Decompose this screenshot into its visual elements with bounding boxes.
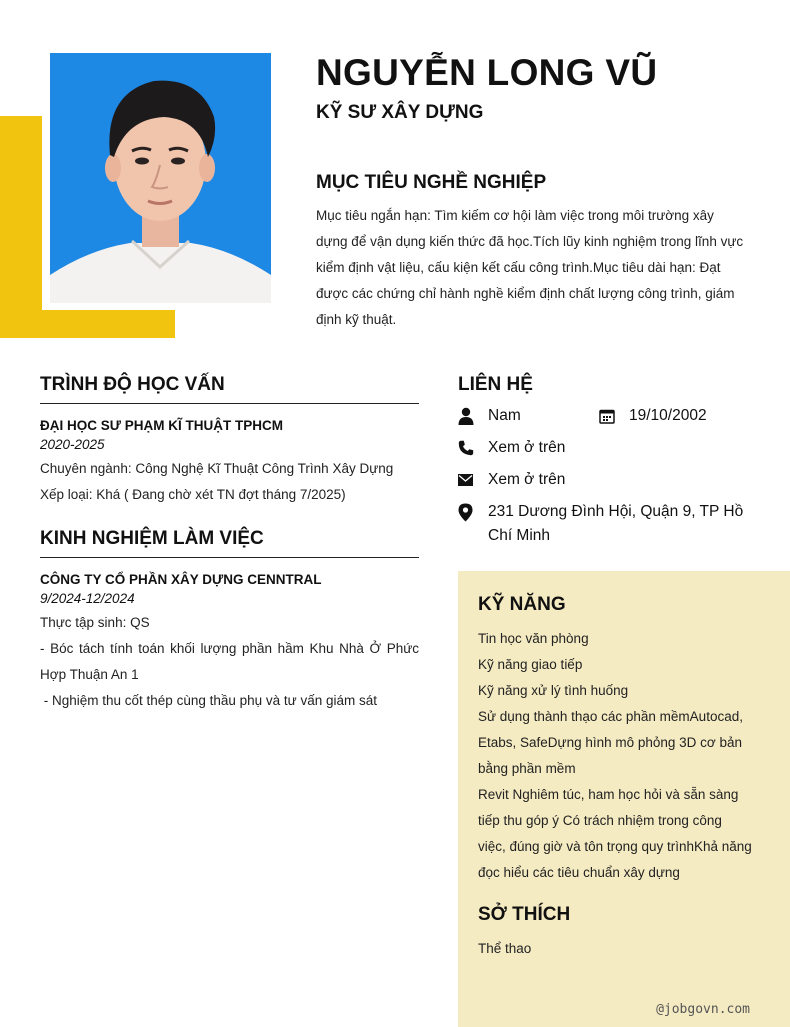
left-column <box>40 374 419 714</box>
skill-item: Kỹ năng giao tiếp <box>478 657 583 672</box>
contact-phone <box>458 436 565 460</box>
address-value: 231 Dương Đình Hội, Quận 9, TP Hồ Chí Minh <box>488 503 744 544</box>
experience-task: - Nghiệm thu cốt thép cùng thầu phụ và tư vấn giám sát <box>40 693 377 708</box>
person-icon <box>458 404 488 428</box>
experience-position: Thực tập sinh: QS <box>40 615 150 630</box>
contact-gender <box>458 404 521 428</box>
calendar-icon <box>599 404 629 428</box>
phone-value: Xem ở trên <box>488 439 566 456</box>
experience-task: - Bóc tách tính toán khối lượng phần hầm Khu Nhà Ở Phức Hợp Thuận An 1 <box>40 641 419 682</box>
hobbies-heading: SỞ THÍCH <box>478 904 571 925</box>
education-major: Chuyên ngành: Công Nghệ Kĩ Thuật Công Trình Xây Dựng <box>40 461 394 476</box>
education-grade: Xếp loại: Khá ( Đang chờ xét TN đợt tháng 7/2025) <box>40 487 346 502</box>
hobby-item: Thể thao <box>478 941 532 956</box>
profile-photo <box>50 53 271 303</box>
skill-item: Revit Nghiêm túc, ham học hỏi và sẵn sàng tiếp thu góp ý Có trách nhiệm trong công việc, đúng giờ và tôn trọng quy trìnhKhả năng đọc hiểu các tiêu chuẩn xây dựng <box>478 787 752 880</box>
contact-birthday <box>599 404 707 428</box>
experience-heading: KINH NGHIỆM LÀM VIỆC <box>40 528 419 558</box>
contact-email <box>458 468 565 492</box>
contact-address <box>458 500 758 548</box>
accent-bar-horizontal <box>0 310 175 338</box>
skills-heading: KỸ NĂNG <box>478 594 566 615</box>
email-value: Xem ở trên <box>488 471 566 488</box>
map-pin-icon <box>458 500 488 524</box>
education-heading: TRÌNH ĐỘ HỌC VẤN <box>40 374 419 404</box>
school-name: ĐẠI HỌC SƯ PHẠM KĨ THUẬT TPHCM <box>40 418 283 433</box>
skill-item: Tin học văn phòng <box>478 631 589 646</box>
candidate-name: NGUYỄN LONG VŨ <box>316 52 658 93</box>
accent-bar-vertical <box>0 116 42 338</box>
source-watermark: @jobgovn.com <box>656 1002 750 1017</box>
envelope-icon <box>458 468 488 492</box>
objective-heading: MỤC TIÊU NGHỀ NGHIỆP <box>316 172 547 193</box>
objective-text: Mục tiêu ngắn hạn: Tìm kiếm cơ hội làm việc trong môi trường xây dựng để vận dụng kiến thức đã học.Tích lũy kinh nghiệm trong lĩnh vực kiểm định vật liệu, cấu kiện kết cấu công trình.Mục tiêu dài hạn: Đạt được các chứng chỉ hành nghề kiểm định chất lượng công trình, giám định kỹ thuật. <box>316 208 744 327</box>
skills-panel <box>458 571 790 1027</box>
skill-item: Kỹ năng xử lý tình huống <box>478 683 629 698</box>
contact-heading: LIÊN HỆ <box>458 374 533 395</box>
skill-item: Sử dụng thành thạo các phần mềmAutocad, Etabs, SafeDựng hình mô phỏng 3D cơ bản bằng phần mềm <box>478 709 743 776</box>
company-name: CÔNG TY CỔ PHẦN XÂY DỰNG CENNTRAL <box>40 572 322 587</box>
gender-value: Nam <box>488 407 521 424</box>
education-years: 2020-2025 <box>40 437 105 452</box>
job-title: KỸ SƯ XÂY DỰNG <box>316 102 484 123</box>
birthday-value: 19/10/2002 <box>629 407 707 424</box>
skills-list <box>478 626 753 886</box>
experience-period: 9/2024-12/2024 <box>40 591 135 606</box>
phone-icon <box>458 436 488 460</box>
